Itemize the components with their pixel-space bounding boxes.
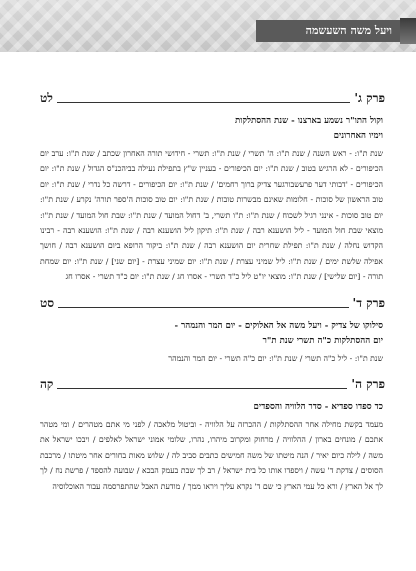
chapter-label: פרק ג' <box>354 91 385 105</box>
section-title <box>40 400 385 415</box>
page-number: סט <box>40 295 55 310</box>
chapter-header <box>40 293 385 311</box>
section-title-line: יום ההסתלקות כ"ה תשרי שנת ת"ר <box>262 335 383 346</box>
section-title <box>40 319 385 349</box>
chapter-header <box>40 88 385 106</box>
chapter-3 <box>40 88 385 285</box>
section-title <box>40 114 385 144</box>
book-title: ויעל משה השעשמה <box>256 20 400 42</box>
section-body: שנת ת"ו: - ליל כ"ה תשרי / שנת ת"ו: יום כ"ה תשרי - יום המר והנמהר <box>168 353 383 363</box>
chapter-label: פרק ד' <box>352 295 385 310</box>
chapter-4 <box>40 293 385 366</box>
banner-ornament <box>400 18 416 44</box>
leader-line <box>58 307 348 308</box>
page-number: קה <box>40 377 54 392</box>
section-title-line: וימיו האחרונים <box>333 131 383 141</box>
section-body: שנת ת"ו: - ראש השנה / שנת ת"ו: ה' תשרי / שנת ת"ו: תשרי - חידושי תורה האחרון שכתב / שנת ת"ו: ערב יום הכיפורים - לא הרגיש בטוב / שנת ת"ו: יום הכיפורים - בעניין ש"ץ בתפילת נעילה בביהכנ"ס הגדול / שנת ת"ו: יום הכיפורים - 'דבותי דער פרעשבורגער צדיק ברוך רחמים' / שנת ת"ו: יום הכיפורים - דרשה כל נדרי / שנת ת"ו: יום טוב הראשון של סוכות - חלומות שאינם מבשרות טובות / שנת ת"ו: יום טוב סוכות ה'ספר תורה' נקרע / שנת ת"ו: יום טוב סוכות - אינני רגיל לשכוח / שנת ת"ו: ת"ו תשרי, ב' דחול המועד / שנת ת"ו: שבת חול המועד / שנת ת"ו: מוצאי שבת חול המועד - ליל הושענא רבה / שנת ת"ו: תיקון ליל הושענא רבה / שנת ת"ו: הושענא רבה - רבינו הקדוש נחלה / שנת ת"ו: תפילת שחרית יום הושענא רבה / שנת ת"ו: ביקור הרופא ביום הושענא רבה / חושך אפילה שלשת ימים / שנת ת"ו: ליל שמיני עצרת / שנת ת"ו: יום שמיני עצרת - [יום שני] / שנת ת"ו: יום שמחת תורה - [יום שלישי] / שנת ת"ו: מוצאי יו"ט ליל כ"ד תשרי - אסרו חג / שנת ת"ו: יום כ"ד תשרי - אסרו חג <box>40 149 384 282</box>
leader-line <box>57 102 350 103</box>
leader-line <box>57 388 347 389</box>
page-number: לט <box>40 91 53 105</box>
chapter-5 <box>40 374 385 494</box>
section-title-line: כד ספדו ספדיא - סדר הלוויה והספדים <box>253 402 383 413</box>
chapter-label: פרק ה' <box>351 377 385 392</box>
section-body: מעמד בקשת מחילה אחר ההסתלקות / ההכרזה על הלוויה - וביטול מלאכה / לפני מי אתם מטהרים / ומי מטהר אתכם / מונחים בארון / ההלוויה / מרחוק ומקרוב מיהרו, נהרו, שלומי אמוני ישראל לאלפים / ויבכו ישראל את משה / לילה כיום יאיר / הנה מיטתו של משה חמישים כתבים סביב לה / שלוש מאות בחורים אחר מיטתו / מרכבת הסוסים / צדקת ד' עשה / ויספדו אותו כל בית ישראל / רב לך שבת בעמק הבכא / שבועה להספד / פרשת נח / לך לך אל הארץ / ורא כל עמי הארץ כי שם ד' נקרא עליך ויראו ממך / מודעת האבל שהתפרסמה עבור האוכלוסיה <box>40 420 383 491</box>
header-banner <box>0 0 416 52</box>
section-title-line: סילוקו של צדיק - ויעל משה אל האלוקים - יום המר והנמהר - <box>174 320 383 331</box>
section-title-line: וקול התו"ר נשמע בארצנו - שנת ההסתלקות <box>234 116 383 126</box>
toc-content <box>40 88 385 502</box>
chapter-header <box>40 374 385 392</box>
